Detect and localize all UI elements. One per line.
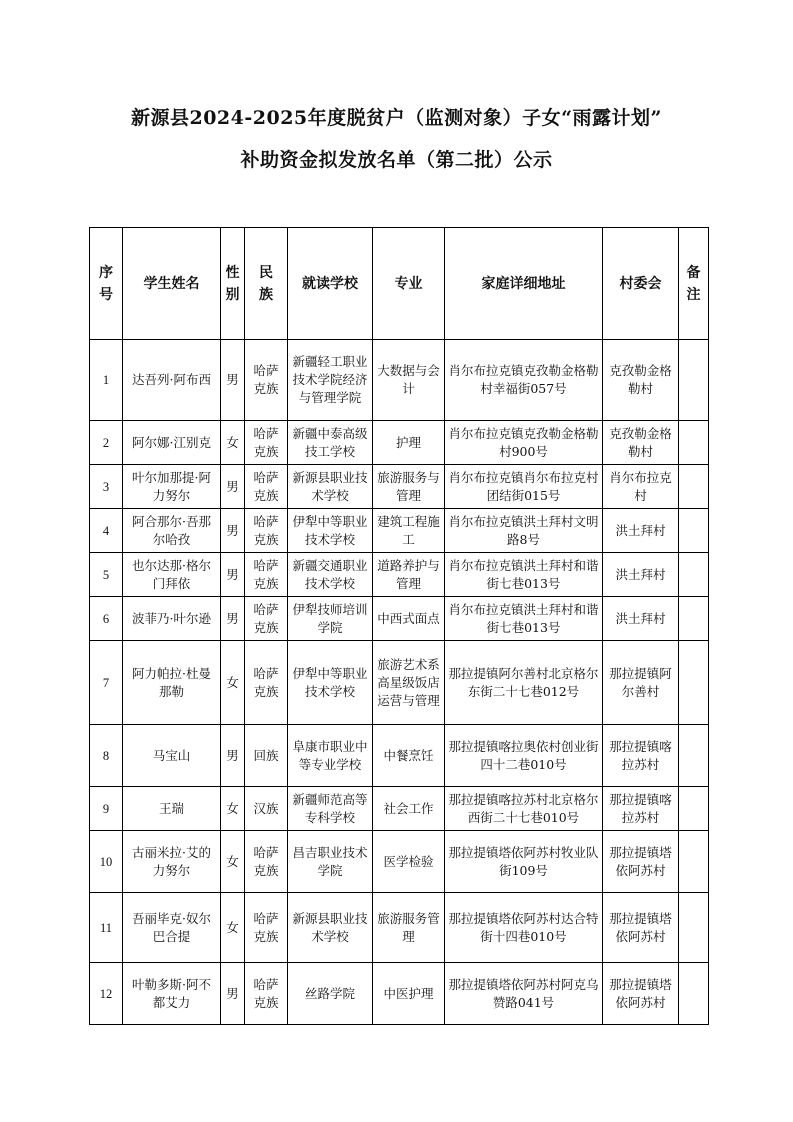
- cell-village: 洪土拜村: [603, 509, 679, 553]
- cell-address: 肖尔布拉克镇克孜勒金格勒村幸福街057号: [445, 340, 603, 421]
- cell-school: 伊犁技师培训学院: [288, 597, 373, 641]
- cell-school: 新疆交通职业技术学校: [288, 553, 373, 597]
- cell-village: 那拉提镇塔依阿苏村: [603, 831, 679, 893]
- cell-no: 8: [90, 725, 123, 787]
- cell-school: 新疆轻工职业技术学院经济与管理学院: [288, 340, 373, 421]
- cell-address: 肖尔布拉克镇洪土拜村和谐街七巷013号: [445, 597, 603, 641]
- cell-ethnicity: 哈萨克族: [245, 553, 288, 597]
- cell-address: 那拉提镇塔依阿苏村牧业队街109号: [445, 831, 603, 893]
- cell-village: 那拉提镇塔依阿苏村: [603, 893, 679, 963]
- cell-no: 3: [90, 465, 123, 509]
- cell-name: 阿合那尔·吾那尔哈孜: [123, 509, 221, 553]
- cell-no: 4: [90, 509, 123, 553]
- cell-name: 叶尔加那提·阿力努尔: [123, 465, 221, 509]
- cell-address: 那拉提镇塔依阿苏村达合特街十四巷010号: [445, 893, 603, 963]
- cell-gender: 女: [221, 787, 245, 831]
- cell-no: 2: [90, 421, 123, 465]
- table-row: [90, 465, 709, 509]
- cell-name: 也尔达那·格尔门拜依: [123, 553, 221, 597]
- cell-remark: [679, 893, 709, 963]
- cell-gender: 男: [221, 465, 245, 509]
- cell-no: 9: [90, 787, 123, 831]
- cell-village: 洪土拜村: [603, 553, 679, 597]
- cell-major: 旅游艺术系高星级饭店运营与管理: [373, 641, 445, 725]
- table-row: [90, 597, 709, 641]
- cell-gender: 女: [221, 893, 245, 963]
- cell-name: 达吾列·阿布西: [123, 340, 221, 421]
- cell-no: 11: [90, 893, 123, 963]
- cell-name: 马宝山: [123, 725, 221, 787]
- cell-village: 那拉提镇喀拉苏村: [603, 787, 679, 831]
- cell-village: 克孜勒金格勒村: [603, 340, 679, 421]
- cell-school: 新疆中泰高级技工学校: [288, 421, 373, 465]
- cell-remark: [679, 831, 709, 893]
- cell-school: 阜康市职业中等专业学校: [288, 725, 373, 787]
- header-school: 就读学校: [288, 228, 373, 340]
- header-remark: 备注: [679, 228, 709, 340]
- cell-name: 叶勒多斯·阿不都艾力: [123, 963, 221, 1025]
- table-row: [90, 725, 709, 787]
- cell-school: 伊犁中等职业技术学校: [288, 641, 373, 725]
- recipient-table: [89, 227, 709, 1025]
- header-no: 序号: [90, 228, 123, 340]
- cell-no: 6: [90, 597, 123, 641]
- header-village: 村委会: [603, 228, 679, 340]
- cell-no: 10: [90, 831, 123, 893]
- cell-ethnicity: 哈萨克族: [245, 597, 288, 641]
- cell-school: 新源县职业技术学校: [288, 465, 373, 509]
- cell-name: 阿尔娜·江别克: [123, 421, 221, 465]
- cell-address: 肖尔布拉克镇肖尔布拉克村团结街015号: [445, 465, 603, 509]
- cell-no: 1: [90, 340, 123, 421]
- cell-ethnicity: 哈萨克族: [245, 421, 288, 465]
- table-row: [90, 340, 709, 421]
- cell-major: 大数据与会计: [373, 340, 445, 421]
- cell-remark: [679, 725, 709, 787]
- cell-major: 建筑工程施工: [373, 509, 445, 553]
- cell-ethnicity: 哈萨克族: [245, 963, 288, 1025]
- cell-remark: [679, 465, 709, 509]
- cell-school: 丝路学院: [288, 963, 373, 1025]
- cell-major: 中医护理: [373, 963, 445, 1025]
- table-row: [90, 893, 709, 963]
- cell-ethnicity: 哈萨克族: [245, 465, 288, 509]
- cell-gender: 男: [221, 597, 245, 641]
- header-address: 家庭详细地址: [445, 228, 603, 340]
- cell-major: 社会工作: [373, 787, 445, 831]
- table-row: [90, 553, 709, 597]
- cell-major: 医学检验: [373, 831, 445, 893]
- cell-no: 12: [90, 963, 123, 1025]
- cell-village: 那拉提镇喀拉苏村: [603, 725, 679, 787]
- cell-major: 道路养护与管理: [373, 553, 445, 597]
- table-header-row: [90, 228, 709, 340]
- cell-remark: [679, 963, 709, 1025]
- cell-gender: 女: [221, 831, 245, 893]
- cell-remark: [679, 340, 709, 421]
- cell-ethnicity: 汉族: [245, 787, 288, 831]
- cell-address: 肖尔布拉克镇洪土拜村和谐街七巷013号: [445, 553, 603, 597]
- cell-major: 旅游服务管理: [373, 893, 445, 963]
- table-row: [90, 963, 709, 1025]
- cell-remark: [679, 509, 709, 553]
- header-name: 学生姓名: [123, 228, 221, 340]
- cell-gender: 男: [221, 963, 245, 1025]
- document-title-line-1: 新源县2024-2025年度脱贫户（监测对象）子女“雨露计划”: [130, 107, 662, 129]
- table-row: [90, 509, 709, 553]
- cell-address: 肖尔布拉克镇洪土拜村文明路8号: [445, 509, 603, 553]
- table-row: [90, 787, 709, 831]
- header-gender: 性别: [221, 228, 245, 340]
- cell-village: 克孜勒金格勒村: [603, 421, 679, 465]
- cell-name: 波菲乃·叶尔逊: [123, 597, 221, 641]
- document-title-line-2: 补助资金拟发放名单（第二批）公示: [240, 149, 553, 171]
- table-row: [90, 641, 709, 725]
- cell-major: 中西式面点: [373, 597, 445, 641]
- cell-gender: 男: [221, 725, 245, 787]
- cell-no: 5: [90, 553, 123, 597]
- cell-school: 伊犁中等职业技术学校: [288, 509, 373, 553]
- cell-address: 那拉提镇塔依阿苏村阿克乌赞路041号: [445, 963, 603, 1025]
- cell-remark: [679, 597, 709, 641]
- cell-ethnicity: 哈萨克族: [245, 340, 288, 421]
- cell-name: 王瑞: [123, 787, 221, 831]
- cell-name: 古丽米拉·艾的力努尔: [123, 831, 221, 893]
- cell-ethnicity: 哈萨克族: [245, 509, 288, 553]
- cell-address: 肖尔布拉克镇克孜勒金格勒村900号: [445, 421, 603, 465]
- cell-name: 阿力帕拉·杜曼那勒: [123, 641, 221, 725]
- cell-remark: [679, 421, 709, 465]
- cell-remark: [679, 553, 709, 597]
- cell-school: 昌吉职业技术学院: [288, 831, 373, 893]
- cell-major: 旅游服务与管理: [373, 465, 445, 509]
- cell-address: 那拉提镇阿尔善村北京格尔东街二十七巷012号: [445, 641, 603, 725]
- cell-gender: 女: [221, 421, 245, 465]
- cell-gender: 女: [221, 641, 245, 725]
- cell-gender: 男: [221, 340, 245, 421]
- cell-no: 7: [90, 641, 123, 725]
- cell-name: 吾丽毕克·奴尔巴合提: [123, 893, 221, 963]
- cell-major: 中餐烹饪: [373, 725, 445, 787]
- cell-village: 那拉提镇阿尔善村: [603, 641, 679, 725]
- cell-address: 那拉提镇喀拉奥依村创业街四十二巷010号: [445, 725, 603, 787]
- cell-gender: 男: [221, 553, 245, 597]
- cell-address: 那拉提镇喀拉苏村北京格尔西街二十七巷010号: [445, 787, 603, 831]
- cell-remark: [679, 787, 709, 831]
- cell-gender: 男: [221, 509, 245, 553]
- table-row: [90, 831, 709, 893]
- cell-major: 护理: [373, 421, 445, 465]
- cell-school: 新源县职业技术学校: [288, 893, 373, 963]
- cell-school: 新疆师范高等专科学校: [288, 787, 373, 831]
- cell-village: 洪土拜村: [603, 597, 679, 641]
- cell-village: 肖尔布拉克村: [603, 465, 679, 509]
- header-ethnicity: 民族: [245, 228, 288, 340]
- cell-ethnicity: 回族: [245, 725, 288, 787]
- cell-ethnicity: 哈萨克族: [245, 893, 288, 963]
- cell-ethnicity: 哈萨克族: [245, 641, 288, 725]
- header-major: 专业: [373, 228, 445, 340]
- cell-ethnicity: 哈萨克族: [245, 831, 288, 893]
- cell-village: 那拉提镇塔依阿苏村: [603, 963, 679, 1025]
- table-row: [90, 421, 709, 465]
- cell-remark: [679, 641, 709, 725]
